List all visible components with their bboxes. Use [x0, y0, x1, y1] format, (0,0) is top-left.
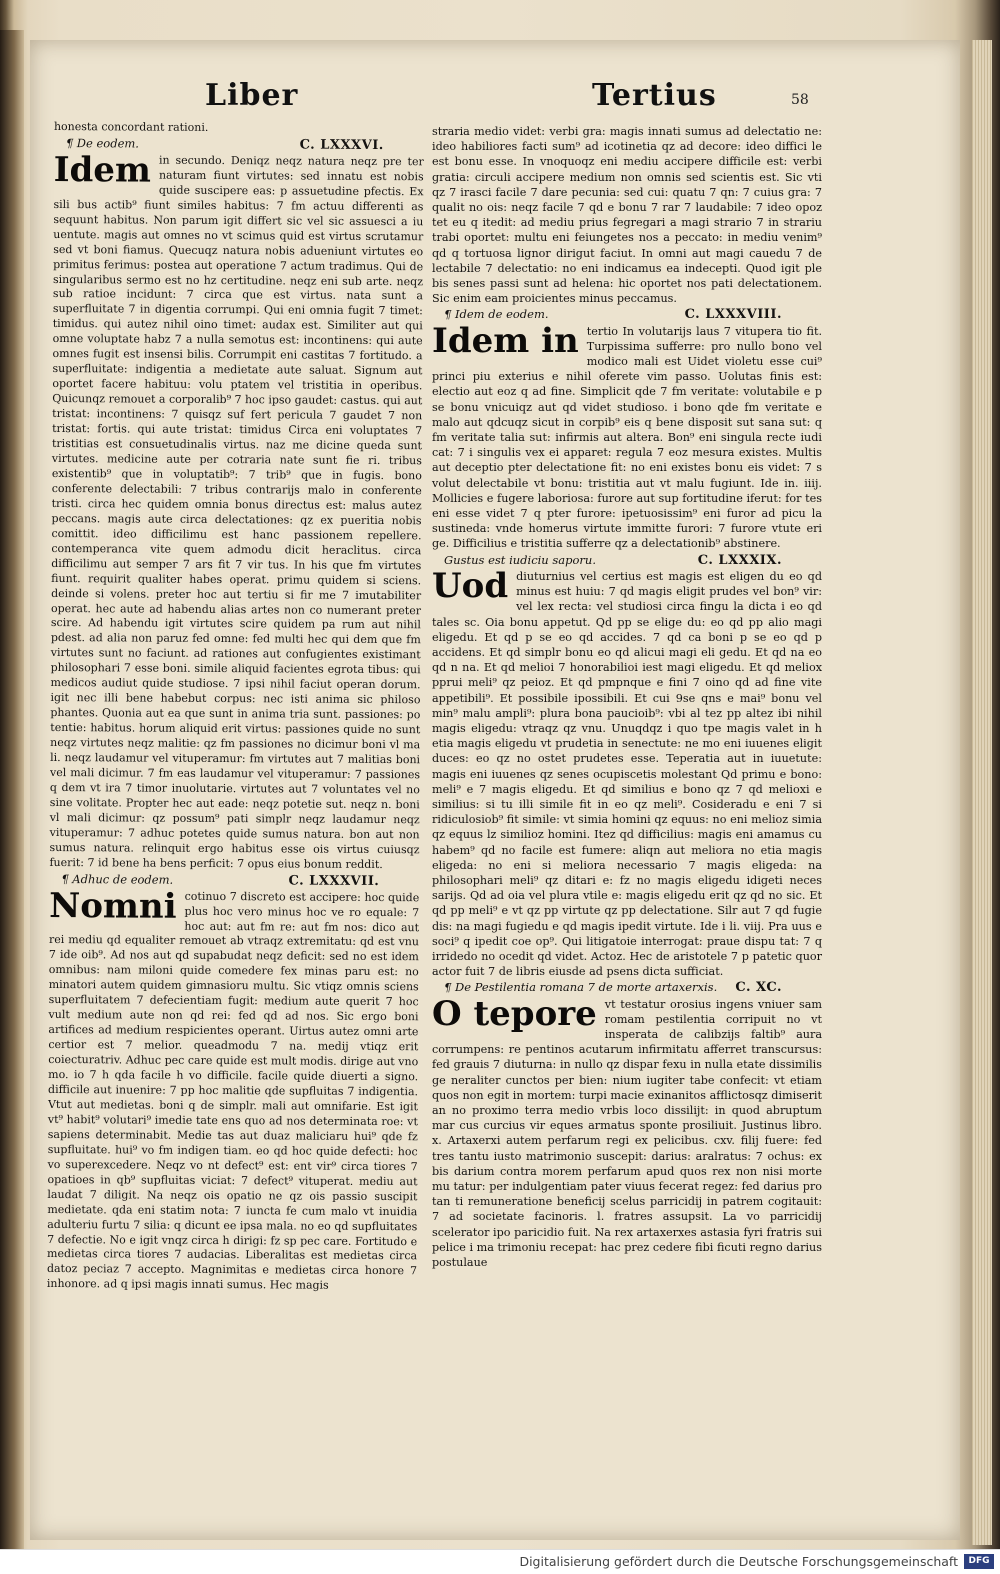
- chapter-heading: [432, 307, 822, 322]
- initial-word: Nomni: [49, 885, 177, 927]
- chapter-number: C. LXXXIX.: [697, 552, 782, 568]
- paragraph-text: diuturnius vel certius est magis est eligen du eo qd minus est huiu: 7 qd magis eligit prudes vel bon⁹ vir: vel lex recta: vel studiosi circa fingu la dicta i eo qd tales sc. Oia bonu appetut. Qd pp se elige du: eo qd pp alio magi eligedu. Et qd p se eo qd accides. 7 qd ca boni p se eo qd p accidens. Et qd simplr bonu eo qd alicui magi eli gedu. Et qd na eo qd n na. Et qd melioi 7 honorabilioi iest magi eligedu. Et qd meliox pprui meli⁹ qz peioz. Et qd pmpnque e fini 7 oino qd ad fine vite appetibili⁹. Et possibile ipossibili. Et cui 9se qns e mai⁹ bonu vel min⁹ malu ampli⁹: plura bona paucioib⁹: vbi al tez pp altez ibi nihil magis eligedu: vtraqz qz vnu. Unuqdqz i quo tpe magis valet in h etia magis eligedu vt prudetia in senectute: ne mo eni iuuenes eligit duces: eo qz no ostet prudetes esse. Teperatia aut in iuuetute: magis eni iuuenes qz senes ocupiscetis molestant Qd primu e bono: meli⁹ e 7 magis eligedu. Et qd similius e bono qz 7 qd melioxi e similius: si tu illi simile fit in eo qz meli⁹. Cosideradu e eni 7 si ridiculosiob⁹ fit simile: vt simia homini qz equus: no eni melioz simia qz equus lz similioz homini. Itez qd difficilius: magis eni amamus cu habem⁹ qd no facile est fumere: aliqn aut meliora no etia magis eligeda: no eni si meliora necessario 7 magis eligeda: na philosophari meli⁹ qz ditari e: fz no magis eligedu idigeti neces sarijs. Qd ad oia vel plura vtile e: magis eligedu erit qz qd no sic. Et qd pp meli⁹ e vt qz pp virtute qz pp delectatione. Silr aut 7 qd fugie dis: na magi fugiedu e qd magis ipedit virtute. Ide i li. viij. Pra uus e soci⁹ q ipedit coe op⁹. Qui litigatoie interrogat: praue dispu tat: 7 q irridedo no ocedit qd videt. Actoz. Hec de aristotele 7 p patetic quor actor fuit 7 de libris eiusde ad psens dicta sufficiat.: [432, 569, 822, 979]
- paragraph-text: in secundo. Deniqz neqz natura neqz pre ter naturam fiunt virtutes: sed innatu est nobis quide suscipere eas: p assuetudine pfectis. Ex sili bus actib⁹ fiunt similes habitus: 7 fm actuu differenti as sequunt habitus. Non parum igit differt sic vel sic assuesci a iu uentute. magis aut omnes no vt scimus quid est virtus scrutamur sed vt boni fiamus. Quecuqz natura nobis adueniunt virtutes eo primitus ferimus: postea aut operatione 7 actum tradimus. Qui de singularibus sermo est no hz certitudine. neqz eni sub arte. neqz sub ratioe incidunt: 7 circa que est virtus. nata sunt a superfluitate 7 in digentia corrumpi. Qui eni omnia fugit 7 timet: timidus. qui autez nihil oino timet: audax est. Similiter aut qui omne voluptate habz 7 a nulla semotus est: incontinens: qui aute omnes fugit est insensi bilis. Corrumpit eni castitas 7 fortitudo. a superfluitate: indigentia a medietate aute saluat. Signum aut oportet facere habituu: volu ptatem vel tristitia in operibus. Quicunqz remouet a corporalib⁹ 7 hoc ipso gaudet: castus. qui aut tristat: incontinens: 7 quisqz suf fert pericula 7 gaudet 7 non tristat: fortis. qui aute tristat: timidus Circa eni voluptates 7 tristitias est consuetudinalis virtus. naz me dicine queda sunt virtutes. medicine aute per cotraria nate sunt fie ri. tribus existentib⁹ que in voluptatib⁹: 7 trib⁹ que in fugis. bono conferente delectabili: 7 tribus contrarijs malo in conferente tristi. circa hec quidem omnia bonus directus est: malus autez peccans. magis aute circa delectationes: qz ex pueritia nobis comittit. ideo difficilimu est hanc passionem repellere. contemperanca vite quem admodu dicit heraclitus. circa difficilimu aut semper 7 ars fit 7 vir tus. In his que fm virtutes fiunt. requirit qualiter habes operat. primu quidem si sciens. deinde si volens. preter hoc aut tertiu si fir me 7 imutabiliter operat. hec aute ad habendu alias artes non co numerant preter scire. Ad habendu igit virtutes scire quidem pa rum aut nihil pdest. ad alia non paruz fed omne: fed multi hec qui dem que fm virtutes sunt no faciunt. ad rationes aut confugientes existimant philosophari 7 esse boni. simile aliquid facientes egrota tibus: qui medicos audiut quide studiose. 7 ipsi nihil faciut operan dorum. igit nec illi bene habebut corpus: nec isti anima sic philoso phantes. Quonia aut ea que sunt in anima tria sunt. passiones: po tentie: habitus. horum aliquid erit virtus: passiones quide no sunt neqz virtutes neqz malitie: qz fm passiones no dicimur boni vl ma li. neqz laudamur vel vituperamur: fm virtutes aut 7 malitias boni vel mali dicimur. 7 fm eas laudamur vel vituperamur: 7 passiones q dem vt ira 7 timor inuolutarie. virtutes aut 7 voluntates vel no sine volitate. Propter hec aut eade: neqz potetie sut. neqz n. boni vl mali dicimur: qz possum⁹ pati simplr neqz laudamur neqz vituperamur: 7 adhuc potetes quide sumus natura. bon aut non sumus natura. relinquit ergo habitus esse ois virtus cuiusqz fuerit: 7 id bene ha bens perficit: 7 opus eius bonum reddit.: [49, 153, 424, 871]
- chapter-subtitle: ¶ Adhuc de eodem.: [61, 871, 174, 887]
- chapter-heading: [432, 980, 822, 995]
- running-head-right: Tertius: [592, 78, 717, 113]
- left-column: [47, 120, 424, 1296]
- paragraph: [432, 993, 822, 1271]
- folio-number: 58: [791, 92, 809, 108]
- chapter-subtitle: Gustus est iudiciu saporu.: [444, 552, 596, 567]
- initial-word: Uod: [432, 565, 509, 606]
- paragraph-text: honesta concordant rationi.: [53, 120, 209, 134]
- chapter-subtitle: ¶ Idem de eodem.: [444, 307, 549, 322]
- funding-footer: [0, 1549, 1000, 1574]
- initial-word: O tepore: [432, 993, 597, 1034]
- funding-credit: Digitalisierung gefördert durch die Deutsche Forschungsgemeinschaft: [519, 1554, 958, 1569]
- initial-word: Idem: [53, 149, 152, 191]
- chapter-heading: [432, 553, 822, 568]
- chapter-subtitle: ¶ De eodem.: [65, 136, 140, 151]
- chapter-number: C. LXXXVII.: [288, 873, 380, 889]
- paragraph: [432, 124, 822, 306]
- paragraph: [432, 565, 822, 979]
- paragraph: [54, 120, 424, 137]
- right-column: [432, 124, 822, 1271]
- paragraph: [46, 885, 420, 1295]
- chapter-number: C. LXXXVI.: [299, 137, 384, 153]
- paragraph-text: cotinuo 7 discreto est accipere: hoc quide plus hoc vero minus hoc ve ro equale: 7 hoc aut: aut fm re: aut fm nos: dico aut rei mediu qd equaliter remouet ab vtraqz extremitatu: qd est vnu 7 ide oib⁹. Ad nos aut qd supabudat neqz deficit: sed no est idem omnibus: nam miloni quide comedere fex minas paru est: no minatori autem quidem gimnasioru multu. Sic vtiqz omnis sciens superfluitatem 7 defecientiam fugit: medium aute querit 7 hoc vult medium aute non qd rei: fed qd ad nos. Sic ergo boni artifices ad medium respicientes operant. Uirtus autez omni arte certior est 7 melior. queadmodu 7 na. medij vtiqz erit coiecturatriv. Adhuc pec care quide est mult modis. dirige aut vno mo. io 7 h qda facile h vo difficile. facile quide diuerti a signo. difficile aut inuenire: 7 pp hoc malitie qde supfluitas 7 indigentia. Vtut aut medietas. boni q de simplr. mali aut omnifarie. Est igit vt⁹ habit⁹ volutari⁹ imedie tate ens quo ad nos determinata roe: vt sapiens determinabit. Medie tas aut duaz maliciaru hui⁹ qde fz supfluitate. hui⁹ vo fm indigen tiam. eo qd hoc quide defecti: hoc vo superexcedere. Neqz vo nt defect⁹ est: ent vir⁹ circa tiores 7 opatioes in qb⁹ supfluitas viciat: 7 defect⁹ vituperat. mediu aut laudat 7 diligit. Na neqz ois opatio ne qz ois passio suscipit medietate. qda eni statim nota: 7 iuncta fe cum malo vt inuidia adulteriu furtu 7 silia: q dicunt ee ipsa mala. no eo qd supfluitates 7 defectie. No e igit vnqz circa h dirigi: fz sp pec care. Fortitudo e medietas circa tiores 7 audacias. Liberalitas est medietas circa datoz peciaz 7 accepto. Magnimitas e medietas circa honore 7 inhonore. ad q ipsi magis innati sumus. Hec magis: [46, 889, 420, 1293]
- chapter-number: C. XC.: [735, 980, 782, 996]
- paragraph: [49, 149, 424, 873]
- initial-word: Idem in: [432, 320, 579, 361]
- paragraph: [432, 320, 822, 552]
- dfg-logo: DFG: [964, 1554, 994, 1569]
- running-head-left: Liber: [205, 78, 299, 113]
- binding-gutter: [0, 30, 24, 1550]
- paragraph-text: vt testatur orosius ingens vniuer sam romam pestilentia corripuit no vt insperata de calibzijs faltib⁹ aura corrumpens: re pentinos acutarum infirmitatu afferret transcursus: fed grauis 7 diuturna: in nullo qz dispar fexu in nulla etate dissimilis ge neraliter cunctos per bien: nium iugiter tabe confecit: vt etiam quos non egit in mortem: turpi macie exinanitos afflictosqz dimiserit an no proximo terra medio vrbis loco dissilijt: in quod abruptum mar cus curcius vir eques armatus sponte prosiliuit. Justinus libro. x. Artaxerxi autem perfarum regi ex pelicibus. cxv. filij fuere: fed tres tantu iusto matrimonio suscepit: darius: aralratus: 7 ochus: ex bis darium contra morem perfarum apud quos rex non nisi morte mu tatur: per indulgentiam pater viuus fecerat regez: fed darius pro tan ti remuneratione beneficij scelus parricidij in patrem cogitauit: 7 ad societate facinoris. l. fratres assupsit. La vo parricidij scelerator ipo paricidio fuit. Na rex artaxerxes astasia fyri fratris sui pelice i ma trimoniu recepat: hac prez cedere fibi ficuti regno darius postulaue: [432, 997, 822, 1270]
- paragraph-text: tertio In volutarijs laus 7 vitupera tio fit. Turpissima sufferre: pro nullo bono vel modico mali est Uidet violetu esse cui⁹ princi piu exterius e nihil oferete vim passo. Uolutas finis est: electio aut eoz q ad fine. Simplicit qde 7 fm veritate: volutabile e p se bonu vnicuiqz aut qd videt studioso. i bono qde fm veritate e malo aut qdcuqz sicut in corpib⁹ eis q bene disposit sut sana sut: q fm veritate talia sut: infirmis aut altera. Bon⁹ eni singula recte iudi cat: 7 i singulis vex ei apparet: regula 7 eoz mesura existes. Multis aut deceptio pter delectatione fit: no eni existes bonu eis videt: 7 s volut delectabile vt bonu: tristitia aut vt malu fugiunt. Ide in. iiij. Mollicies e fugere laboriosa: furore aut sup fortitudine iferut: for tes eni esse videt 7 q pter furore: ipetuosissim⁹ eni furor ad picu la sustineda: vnde homerus virtute immitte furori: 7 furore vtute eri ge. Difficilius e tristitia sufferre qz a delectationib⁹ abstinere.: [432, 324, 822, 551]
- chapter-number: C. LXXXVIII.: [684, 307, 782, 323]
- chapter-subtitle: ¶ De Pestilentia romana 7 de morte artaxerxis.: [444, 980, 718, 995]
- page-edges: [972, 40, 992, 1545]
- paragraph-text: straria medio videt: verbi gra: magis innati sumus ad delectatio ne: ideo habiliores facti sum⁹ ad icotinetia qz ad decore: ideo diffici le est bonu esse. In vnoquoqz eni mediu accipere difficile est: verbi gratia: circuli accipere medium non omnis sed scientis est. Sic vti qz 7 irasci facile 7 dare pecunia: sed cui: quatu 7 qn: 7 cuius gra: 7 qualit no ois: neqz facile 7 qd e bonu 7 rar 7 laudabile: 7 ideo opoz tet eu q itedit: ad mediu prius fegregari a magi strario 7 in strariu trabi oportet: multu eni feiungetes nos a peccato: in mediu venim⁹ qd q tortuosa lignor dirigut faciut. In omni aut magi cauedu 7 de lectabile 7 delectatio: no eni indicamus ea indecepti. Quod igit ple bis senes passi sunt ad helena: hic oportet nos pati delectationem. Sic enim eam proicientes minus peccamus.: [432, 125, 822, 306]
